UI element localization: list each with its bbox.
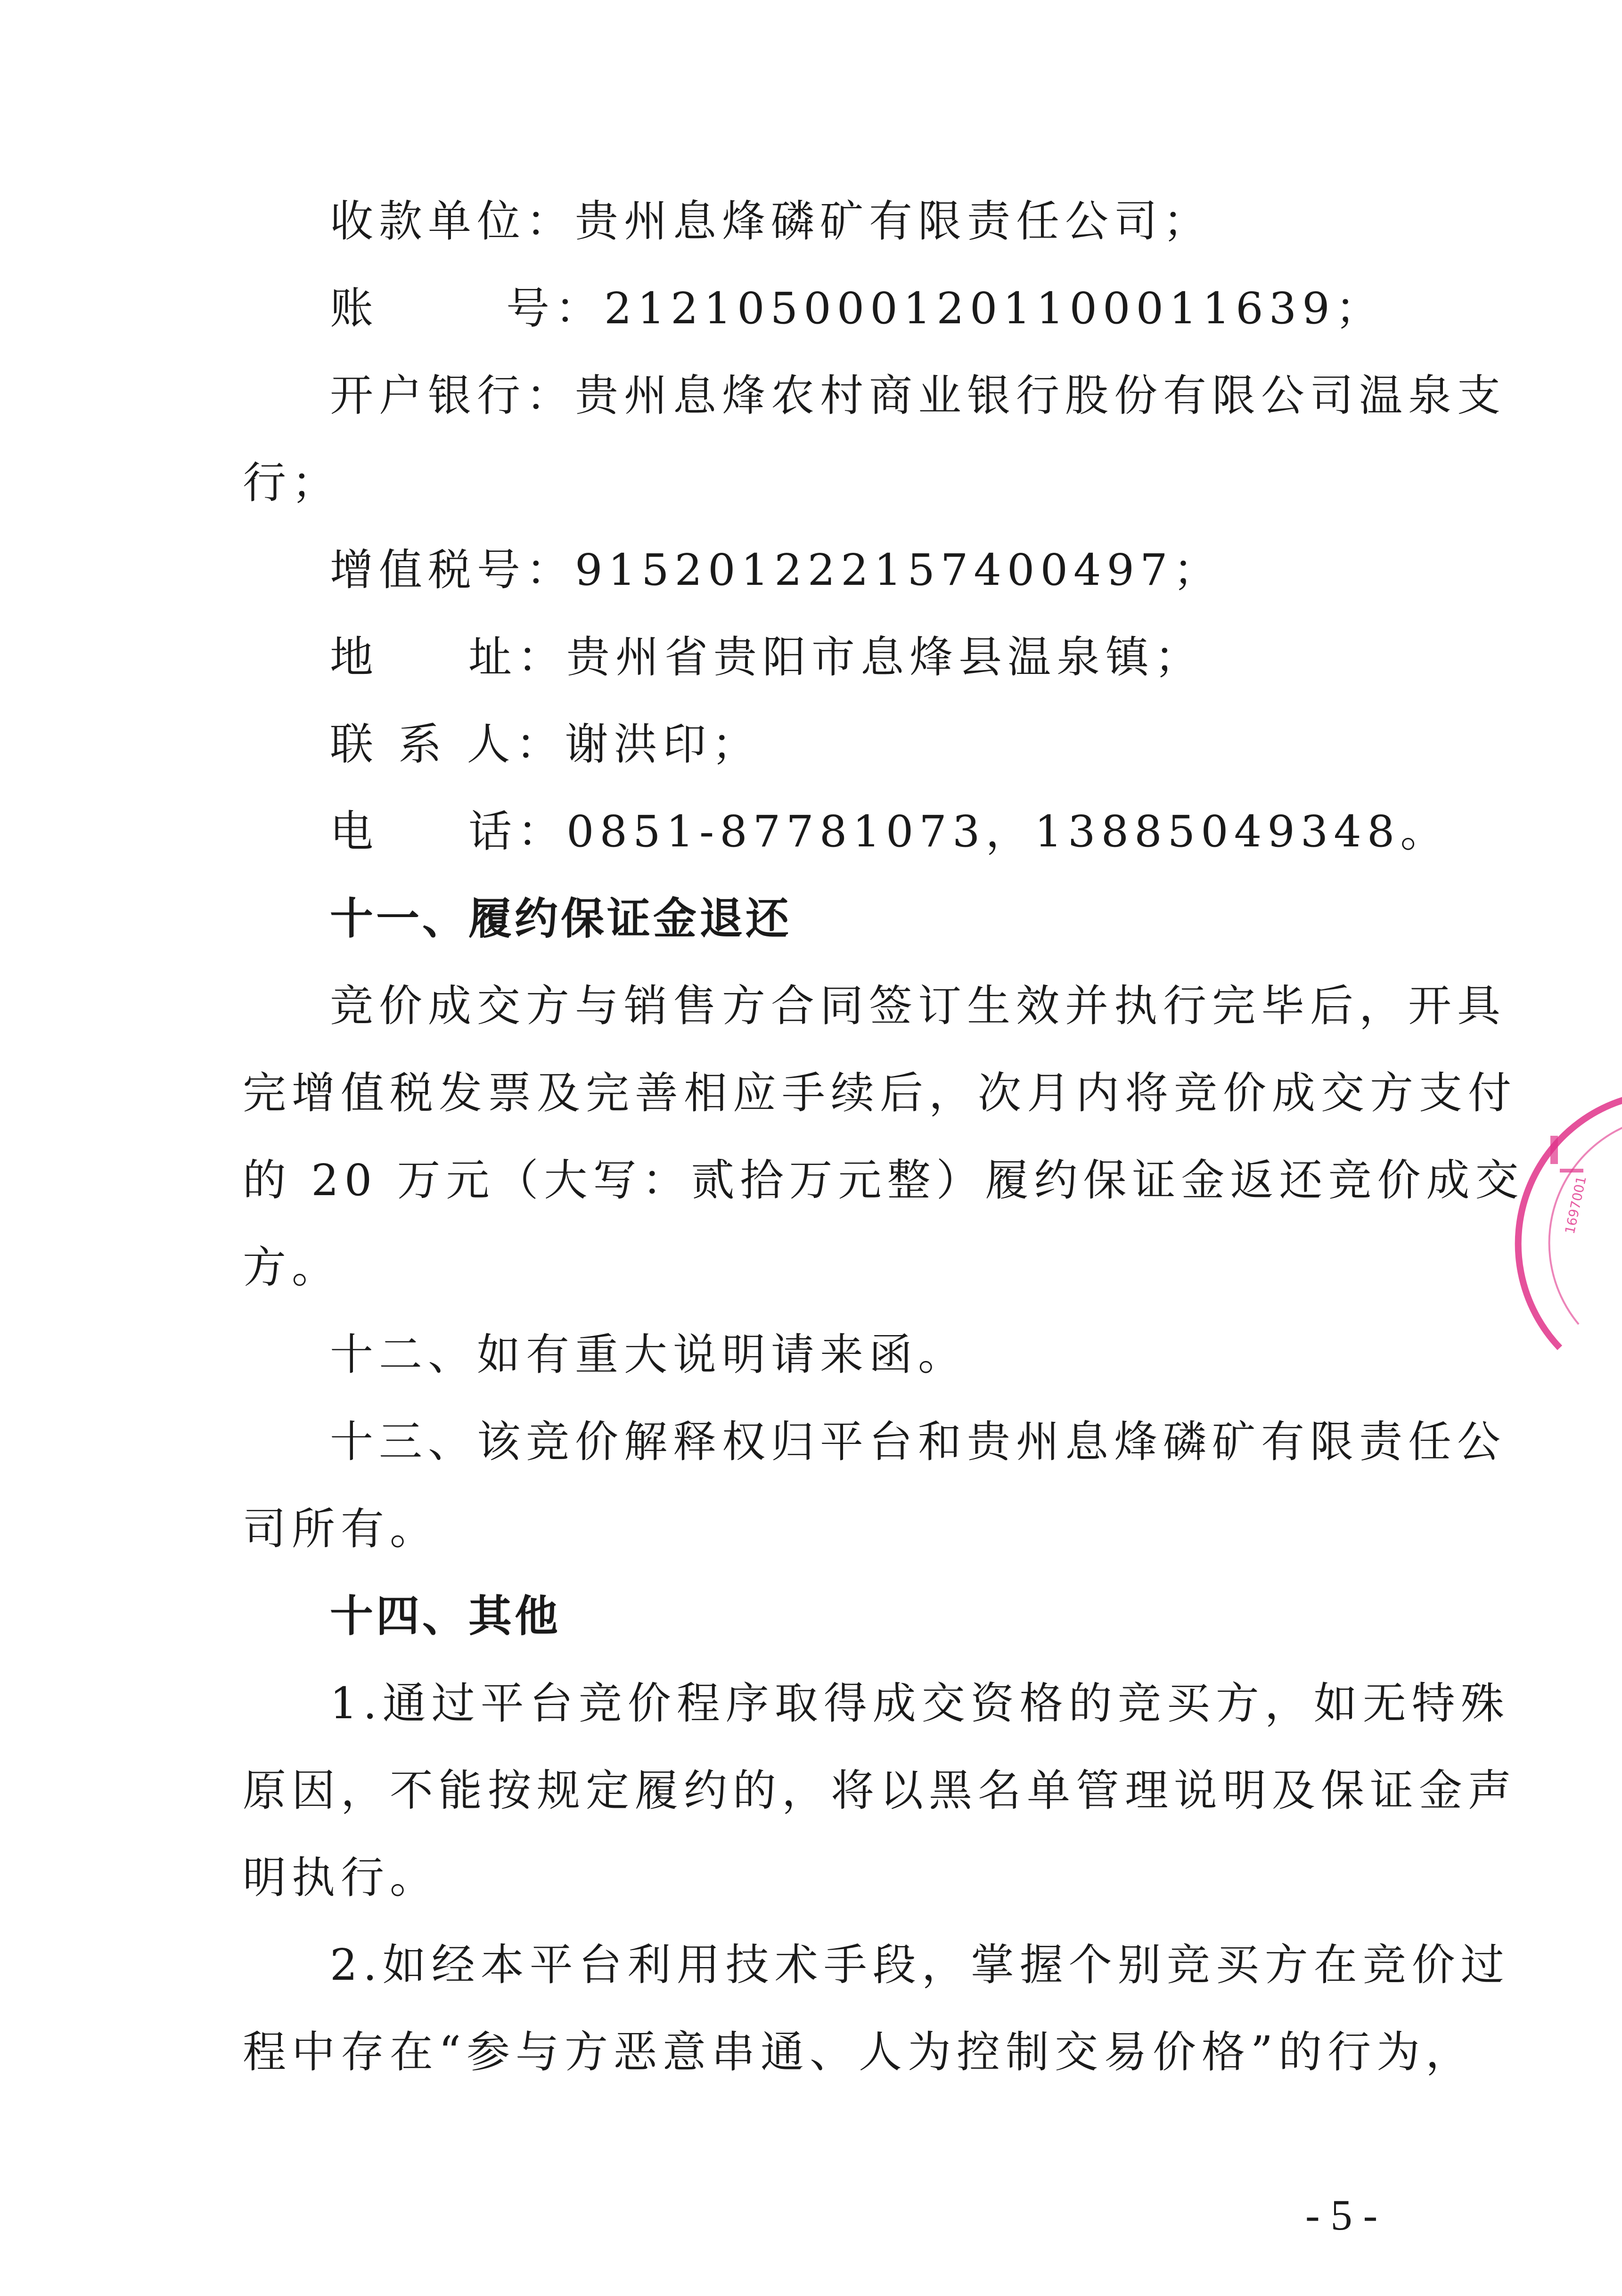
phone [330, 804, 1449, 860]
section-14-heading: 十四、其他 [330, 1591, 561, 1641]
phone-label: 电 [330, 806, 379, 857]
section-14-item-1-line-3: 明执行。 [243, 1853, 439, 1903]
section-11-para-line-3: 的 20 万元（大写：贰拾万元整）履约保证金返还竞价成交 [243, 1155, 1524, 1205]
account-label: 账 [330, 283, 379, 334]
section-14-item-2-line-1: 2.如经本平台利用技术手段，掌握个别竞买方在竞价过 [330, 1940, 1510, 1990]
section-11-para-line-4: 方。 [243, 1242, 341, 1293]
section-14-item-2-line-2: 程中存在“参与方恶意串通、人为控制交易价格”的行为， [243, 2027, 1475, 2077]
section-11-para-line-1: 竞价成交方与销售方合同签订生效并执行完毕后，开具 [330, 981, 1507, 1031]
contact-person: 联 系 人：谢洪印； [330, 719, 761, 770]
payee-account [330, 280, 1384, 337]
address-label: 地 [330, 632, 379, 682]
account-number: 号：212105000120110​0011639； [506, 283, 1384, 334]
phone-value: 话：0851-87781073，13885049348。 [468, 806, 1450, 857]
svg-text:1697001: 1697001 [1562, 1174, 1589, 1236]
bank-line-2: 行； [243, 458, 341, 508]
payee-unit: 收款单位：贵州息烽磷矿有限责任公司； [330, 196, 1212, 246]
section-11-para-line-2: 完增值税发票及完善相应手续后，次月内将竞价成交方支付 [243, 1068, 1517, 1118]
seal-stamp-icon [1541, 1084, 1622, 1348]
section-11-heading: 十一、履约保证金退还 [330, 894, 792, 944]
page-number: - 5 - [1305, 2191, 1378, 2239]
section-13-line-1: 十三、该竞价解释权归平台和贵州息烽磷矿有限责任公 [330, 1417, 1507, 1467]
address [330, 629, 1204, 686]
tax-number: 增值税号：915201222157400497； [330, 545, 1222, 595]
section-14-item-1-line-2: 原因，不能按规定履约的，将以黑名单管理说明及保证金声 [243, 1765, 1517, 1816]
section-14-item-1-line-1: 1.通过平台竞价程序取得成交资格的竞买方，如无特殊 [330, 1678, 1510, 1729]
address-value: 址：贵州省贵阳市息烽县温泉镇； [468, 632, 1204, 682]
section-13-line-2: 司所有。 [243, 1504, 439, 1554]
section-12: 十二、如有重大说明请来函。 [330, 1329, 967, 1380]
bank-line-1: 开户银行：贵州息烽农村商业银行股份有限公司温泉支 [330, 370, 1507, 421]
